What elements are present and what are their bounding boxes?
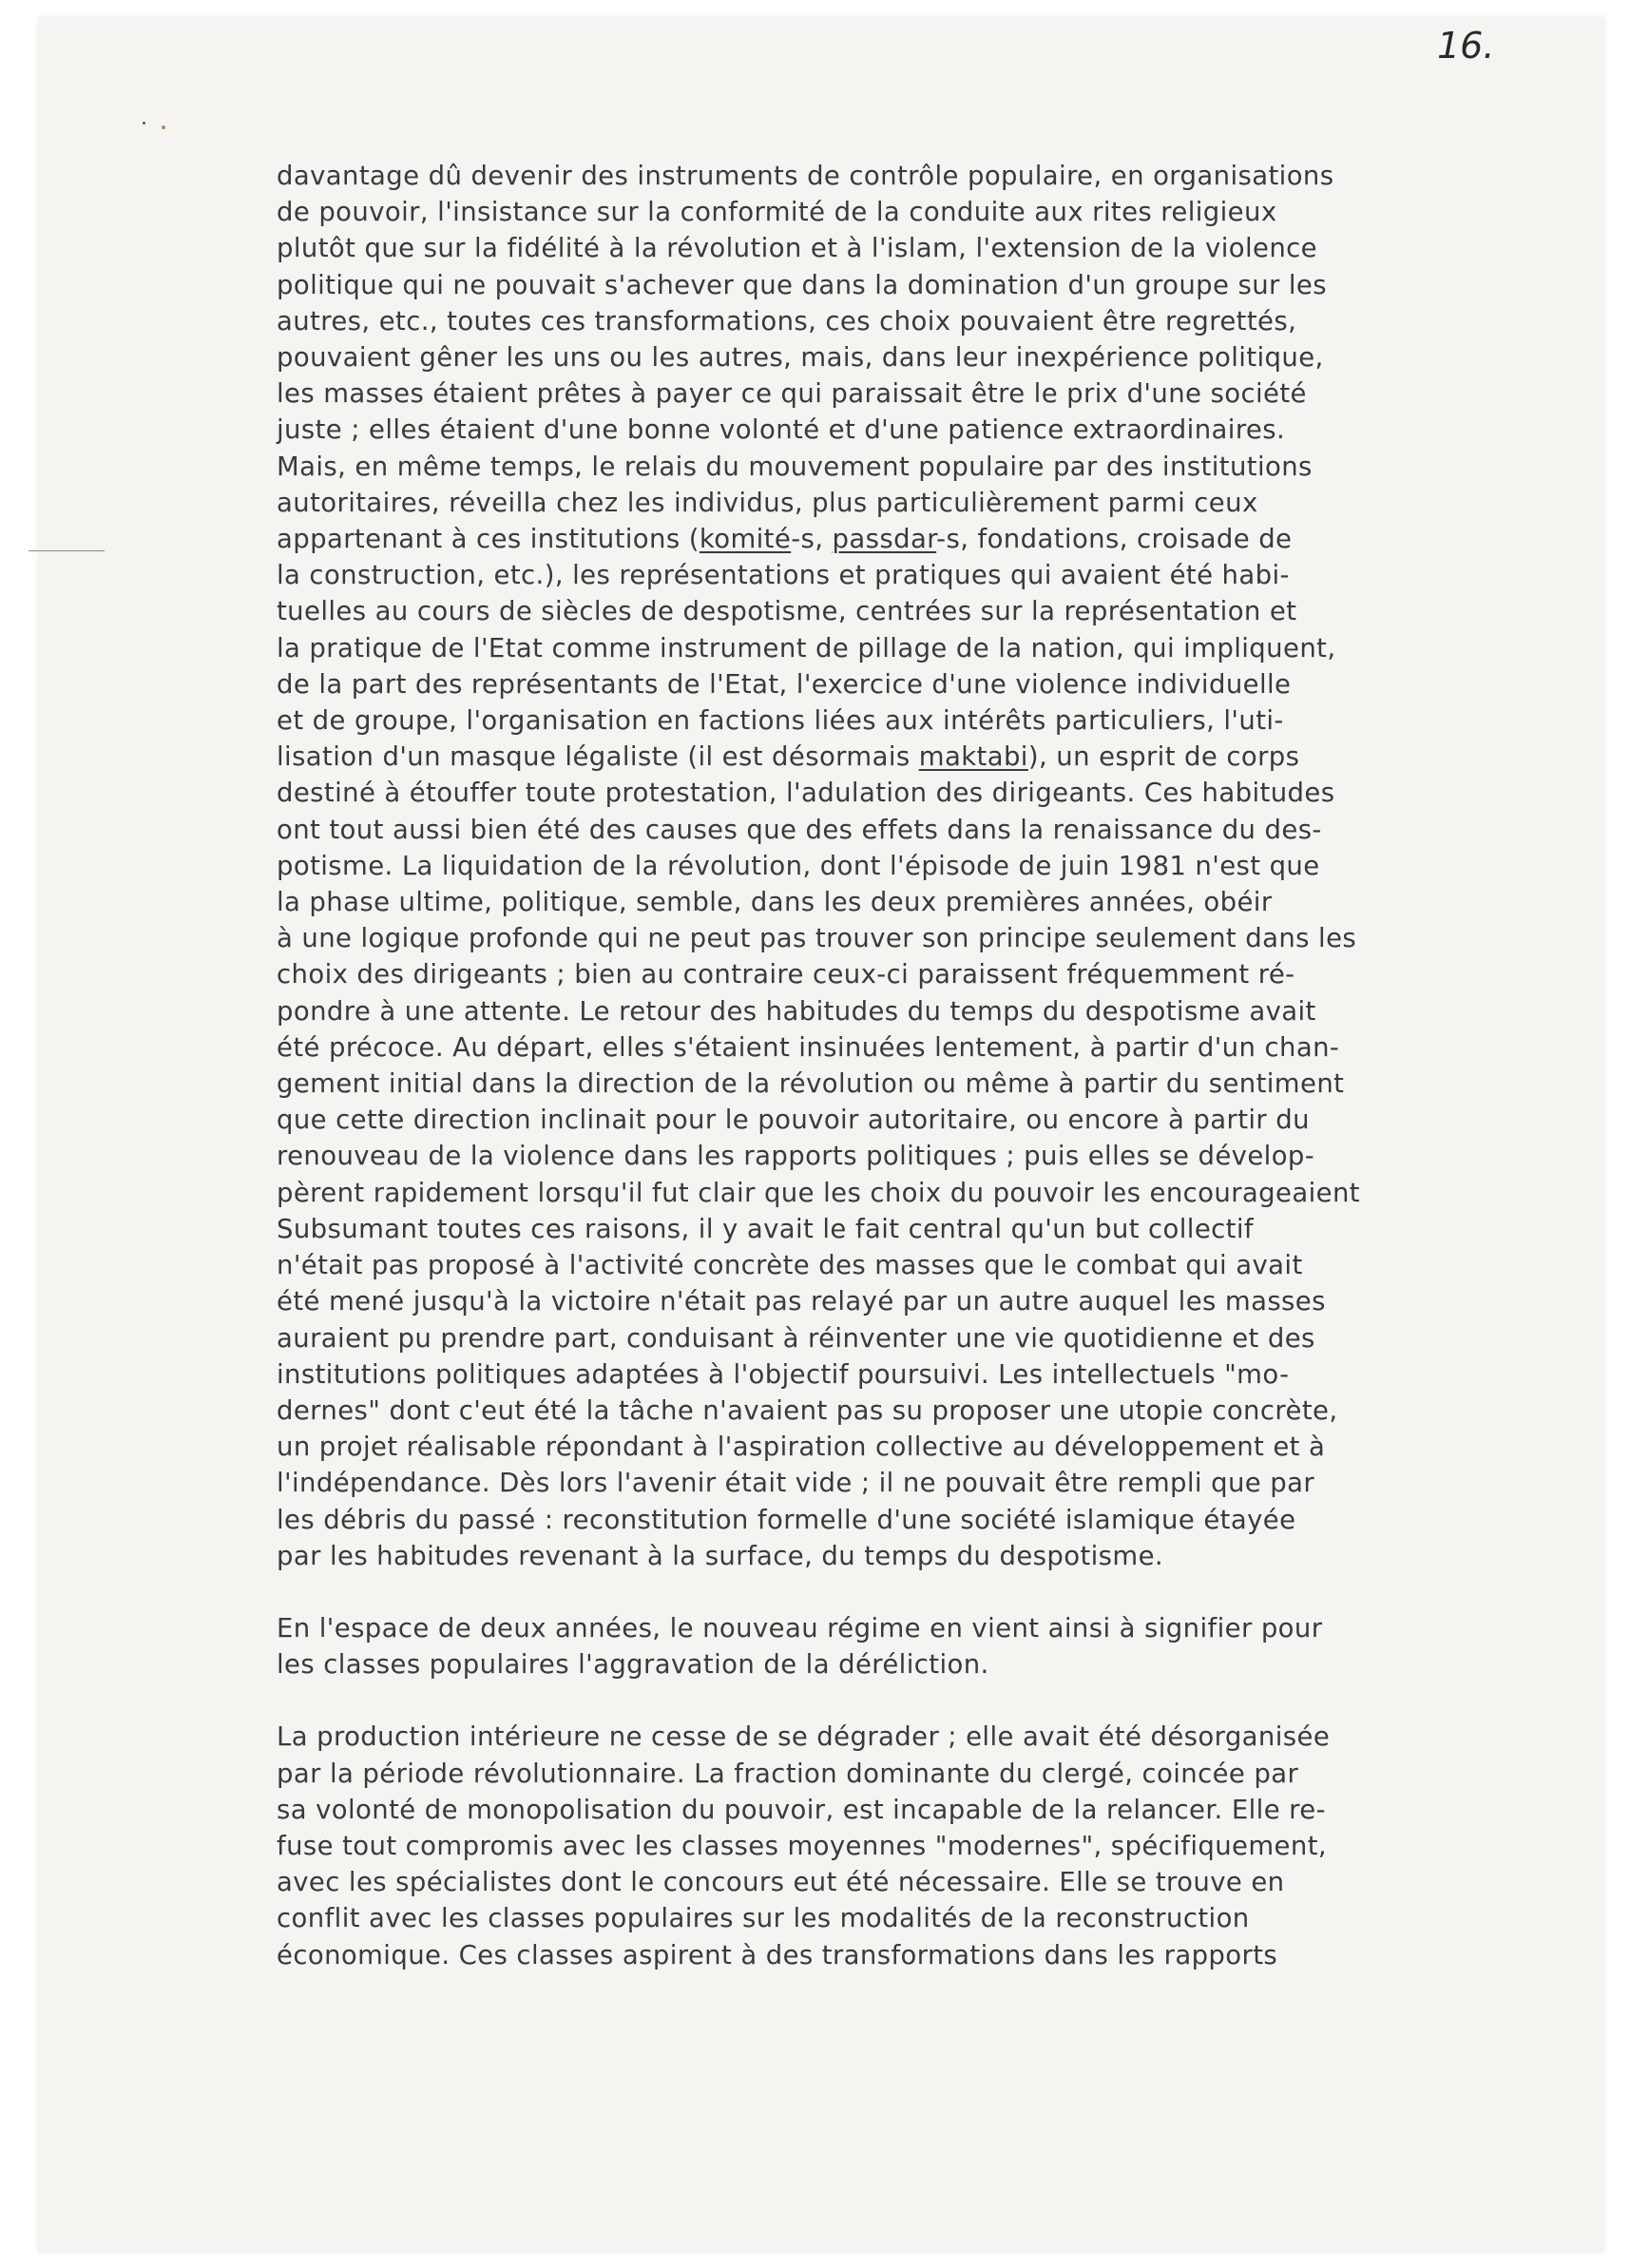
text-line: auraient pu prendre part, conduisant à réinventer une vie quotidienne et des xyxy=(277,1322,1315,1354)
text-line: conflit avec les classes populaires sur les modalités de la reconstruction xyxy=(277,1903,1250,1934)
text-line: gement initial dans la direction de la révolution ou même à partir du sentiment xyxy=(277,1068,1345,1100)
paragraph xyxy=(277,158,1579,1574)
text-segment: lisation d'un masque légaliste (il est désormais xyxy=(277,741,919,773)
page-number: 16. xyxy=(1437,25,1495,67)
text-line: à une logique profonde qui ne peut pas trouver son principe seulement dans les xyxy=(277,923,1357,954)
text-line: pèrent rapidement lorsqu'il fut clair que les choix du pouvoir les encourageaient xyxy=(277,1177,1360,1208)
text-line: un projet réalisable répondant à l'aspiration collective au développement et à xyxy=(277,1432,1326,1463)
text-line: par la période révolutionnaire. La fraction dominante du clergé, coincée par xyxy=(277,1758,1299,1789)
text-line: la pratique de l'Etat comme instrument de pillage de la nation, qui impliquent, xyxy=(277,632,1336,663)
text-line: été précoce. Au départ, elles s'étaient insinuées lentement, à partir d'un chan- xyxy=(277,1031,1340,1063)
text-line: n'était pas proposé à l'activité concrète des masses que le combat qui avait xyxy=(277,1250,1303,1281)
text-line: autres, etc., toutes ces transformations, ces choix pouvaient être regrettés, xyxy=(277,305,1297,336)
margin-mark xyxy=(29,550,105,551)
body-text xyxy=(277,158,1579,1973)
text-line: que cette direction inclinait pour le pouvoir autoritaire, ou encore à partir du xyxy=(277,1105,1310,1136)
text-line: destiné à étouffer toute protestation, l'adulation des dirigeants. Ces habitudes xyxy=(277,778,1335,809)
underlined-term: maktabi xyxy=(918,741,1028,773)
paragraph-gap xyxy=(277,1574,1579,1610)
text-line: et de groupe, l'organisation en factions liées aux intérêts particuliers, l'uti- xyxy=(277,705,1284,737)
text-line xyxy=(277,521,1579,557)
text-line: choix des dirigeants ; bien au contraire ceux-ci paraissent fréquemment ré- xyxy=(277,959,1295,990)
text-line: autoritaires, réveilla chez les individus, plus particulièrement parmi ceux xyxy=(277,487,1258,518)
text-line: avec les spécialistes dont le concours eut été nécessaire. Elle se trouve en xyxy=(277,1867,1285,1898)
text-line: l'indépendance. Dès lors l'avenir était vide ; il ne pouvait être rempli que par xyxy=(277,1468,1315,1499)
text-line: fuse tout compromis avec les classes moyennes "modernes", spécifiquement, xyxy=(277,1830,1328,1861)
underlined-term: passdar xyxy=(832,524,937,555)
text-line: les débris du passé : reconstitution formelle d'une société islamique étayée xyxy=(277,1504,1296,1535)
text-line: sa volonté de monopolisation du pouvoir, est incapable de la relancer. Elle re- xyxy=(277,1794,1326,1825)
text-segment: appartenant à ces institutions ( xyxy=(277,524,700,555)
text-segment: -s, xyxy=(791,524,833,555)
text-line: pouvaient gêner les uns ou les autres, mais, dans leur inexpérience politique, xyxy=(277,342,1324,374)
text-line: été mené jusqu'à la victoire n'était pas relayé par un autre auquel les masses xyxy=(277,1286,1326,1317)
paragraph xyxy=(277,1610,1579,1682)
text-line: Mais, en même temps, le relais du mouvement populaire par des institutions xyxy=(277,451,1313,482)
text-line: tuelles au cours de siècles de despotisme, centrées sur la représentation et xyxy=(277,596,1297,627)
text-line: les classes populaires l'aggravation de la déréliction. xyxy=(277,1649,989,1681)
text-line: La production intérieure ne cesse de se dégrader ; elle avait été désorganisée xyxy=(277,1721,1331,1753)
text-line: la construction, etc.), les représentations et pratiques qui avaient été habi- xyxy=(277,560,1290,591)
text-line: ont tout aussi bien été des causes que des effets dans la renaissance du des- xyxy=(277,814,1322,845)
paragraph-gap xyxy=(277,1682,1579,1719)
text-line: renouveau de la violence dans les rapports politiques ; puis elles se dévelop- xyxy=(277,1141,1315,1172)
text-segment: -s, fondations, croisade de xyxy=(936,524,1293,555)
text-line: de la part des représentants de l'Etat, l'exercice d'une violence individuelle xyxy=(277,668,1292,700)
text-segment: ), un esprit de corps xyxy=(1027,741,1300,773)
margin-dot xyxy=(143,122,145,125)
text-line: économique. Ces classes aspirent à des transformations dans les rapports xyxy=(277,1939,1278,1970)
text-line: davantage dû devenir des instruments de contrôle populaire, en organisations xyxy=(277,161,1334,191)
text-line: la phase ultime, politique, semble, dans les deux premières années, obéir xyxy=(277,887,1273,918)
text-line: dernes" dont c'eut été la tâche n'avaient pas su proposer une utopie concrète, xyxy=(277,1394,1338,1426)
text-line: potisme. La liquidation de la révolution, dont l'épisode de juin 1981 n'est que xyxy=(277,850,1320,881)
text-line: pondre à une attente. Le retour des habitudes du temps du despotisme avait xyxy=(277,995,1316,1027)
paragraph xyxy=(277,1719,1579,1972)
text-line: les masses étaient prêtes à payer ce qui paraissait être le prix d'une société xyxy=(277,378,1307,410)
text-line: par les habitudes revenant à la surface, du temps du despotisme. xyxy=(277,1540,1164,1571)
text-line: En l'espace de deux années, le nouveau régime en vient ainsi à signifier pour xyxy=(277,1612,1323,1643)
underlined-term: komité xyxy=(699,524,792,555)
text-line: institutions politiques adaptées à l'objectif poursuivi. Les intellectuels "mo- xyxy=(277,1358,1290,1390)
text-line xyxy=(277,739,1579,775)
text-line: de pouvoir, l'insistance sur la conformité de la conduite aux rites religieux xyxy=(277,197,1277,228)
text-line: Subsumant toutes ces raisons, il y avait le fait central qu'un but collectif xyxy=(277,1213,1254,1244)
margin-dot xyxy=(162,125,165,129)
text-line: plutôt que sur la fidélité à la révolution et à l'islam, l'extension de la violence xyxy=(277,233,1317,264)
text-line: juste ; elles étaient d'une bonne volonté et d'une patience extraordinaires. xyxy=(277,414,1286,446)
text-line: politique qui ne pouvait s'achever que dans la domination d'un groupe sur les xyxy=(277,269,1327,300)
